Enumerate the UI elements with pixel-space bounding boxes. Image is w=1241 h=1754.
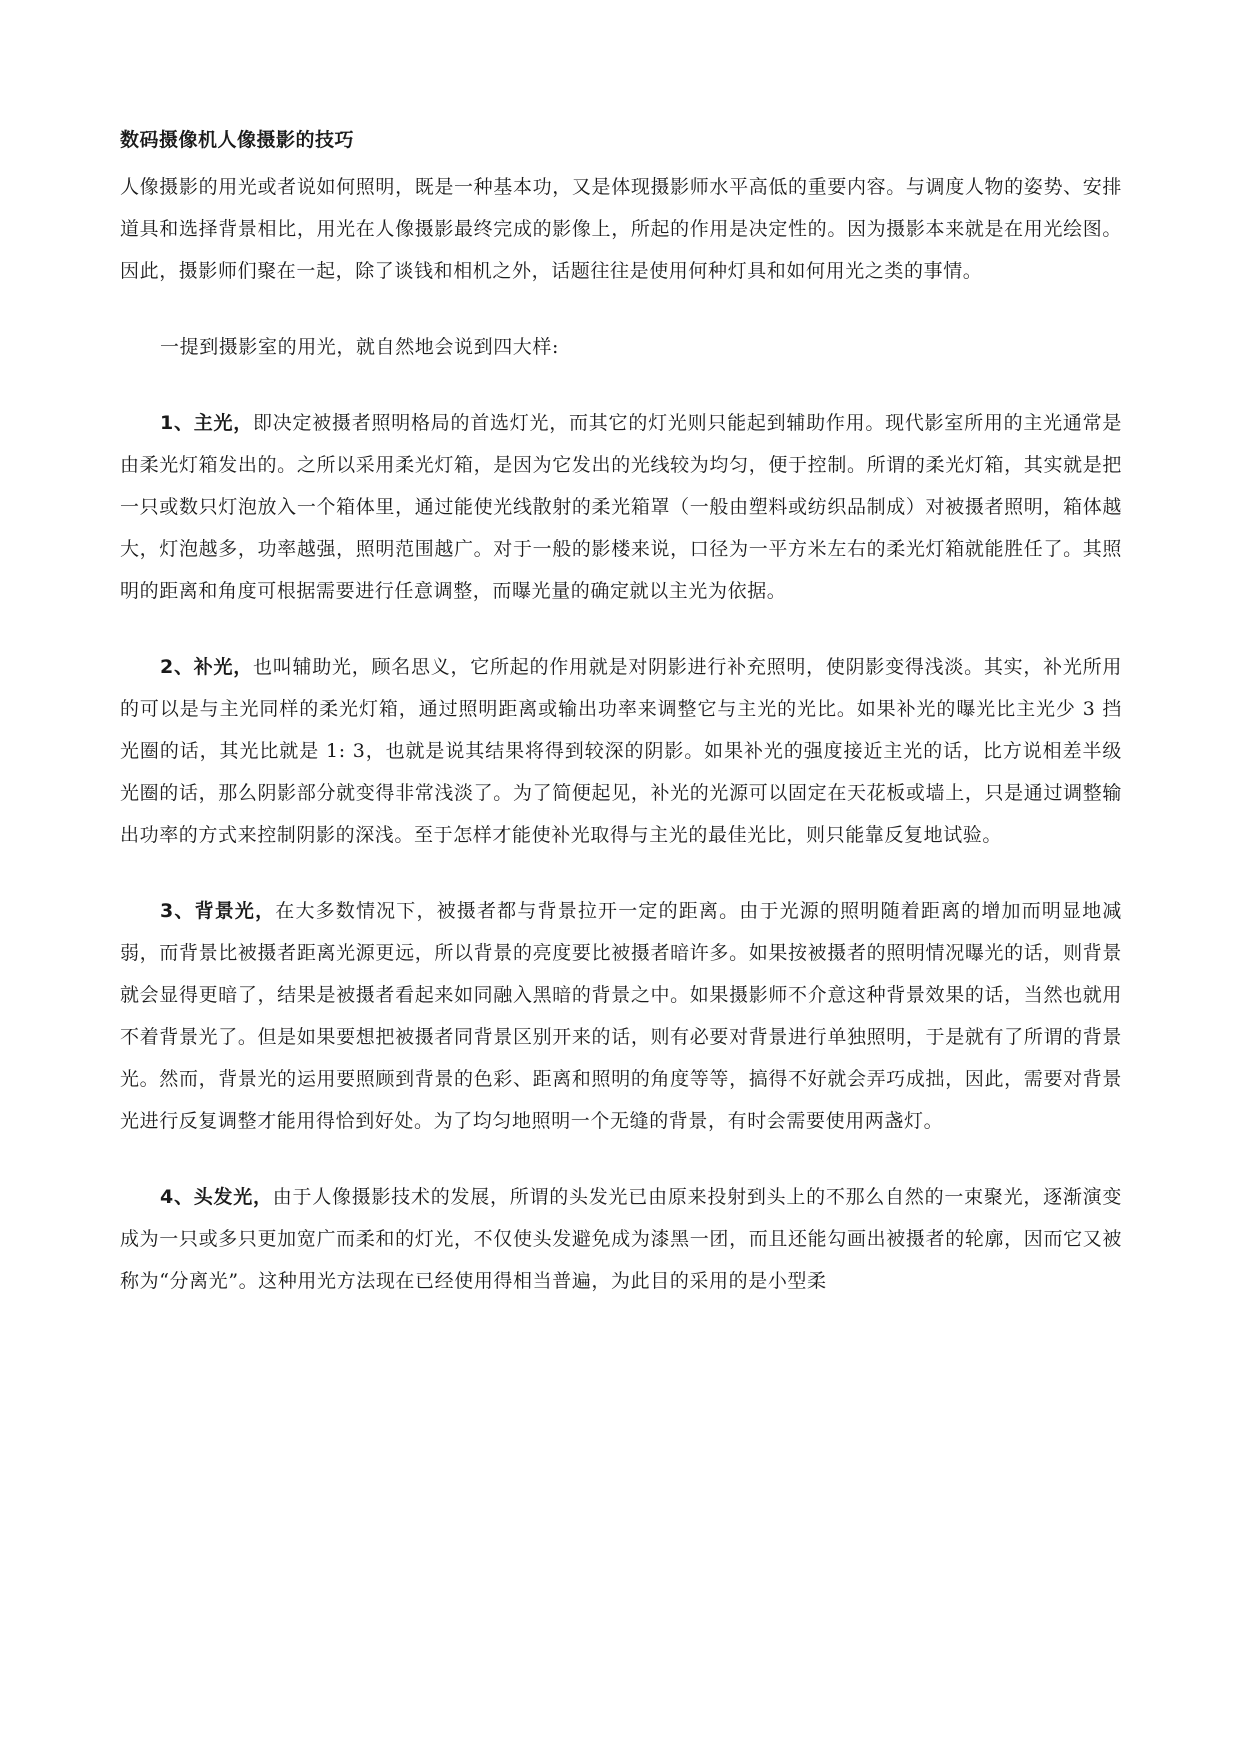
section-text: 也叫辅助光，顾名思义，它所起的作用就是对阴影进行补充照明，使阴影变得浅淡。其实，补光所用的可以是与主光同样的柔光灯箱，通过照明距离或输出功率来调整它与主光的光比。如果补光的曝光比主光少 3 挡光圈的话，其光比就是 1: 3，也就是说其结果将得到较深的阴影。如果补光的强度接近主光的话，比方说相差半级光圈的话，那么阴影部分就变得非常浅淡了。为了简便起见，补光的光源可以固定在天花板或墙上，只是通过调整输出功率的方式来控制阴影的深浅。至于怎样才能使补光取得与主光的最佳光比，则只能靠反复地试验。 — [120, 656, 1122, 846]
section-background-light — [120, 890, 1122, 1142]
section-hair-light — [120, 1176, 1122, 1302]
section-text: 由于人像摄影技术的发展，所谓的头发光已由原来投射到头上的不那么自然的一束聚光，逐渐演变成为一只或多只更加宽广而柔和的灯光，不仅使头发避免成为漆黑一团，而且还能勾画出被摄者的轮廓，因而它又被称为“分离光”。这种用光方法现在已经使用得相当普遍，为此目的采用的是小型柔 — [120, 1186, 1122, 1292]
section-paragraph — [120, 1176, 1122, 1302]
section-term: 3、背景光， — [160, 900, 276, 922]
section-term: 1、主光， — [160, 412, 253, 434]
section-term: 4、头发光， — [160, 1186, 273, 1208]
section-text: 即决定被摄者照明格局的首选灯光，而其它的灯光则只能起到辅助作用。现代影室所用的主光通常是由柔光灯箱发出的。之所以采用柔光灯箱，是因为它发出的光线较为均匀，便于控制。所谓的柔光灯箱，其实就是把一只或数只灯泡放入一个箱体里，通过能使光线散射的柔光箱罩（一般由塑料或纺织品制成）对被摄者照明，箱体越大，灯泡越多，功率越强，照明范围越广。对于一般的影楼来说，口径为一平方米左右的柔光灯箱就能胜任了。其照明的距离和角度可根据需要进行任意调整，而曝光量的确定就以主光为依据。 — [120, 412, 1122, 602]
section-term: 2、补光， — [160, 656, 253, 678]
lead-paragraph: 一提到摄影室的用光，就自然地会说到四大样: — [160, 336, 560, 358]
intro-paragraph: 人像摄影的用光或者说如何照明，既是一种基本功，又是体现摄影师水平高低的重要内容。与调度人物的姿势、安排道具和选择背景相比，用光在人像摄影最终完成的影像上，所起的作用是决定性的。因为摄影本来就是在用光绘图。因此，摄影师们聚在一起，除了谈钱和相机之外，话题往往是使用何种灯具和如何用光之类的事情。 — [120, 176, 1122, 282]
section-text: 在大多数情况下，被摄者都与背景拉开一定的距离。由于光源的照明随着距离的增加而明显地减弱，而背景比被摄者距离光源更远，所以背景的亮度要比被摄者暗许多。如果按被摄者的照明情况曝光的话，则背景就会显得更暗了，结果是被摄者看起来如同融入黑暗的背景之中。如果摄影师不介意这种背景效果的话，当然也就用不着背景光了。但是如果要想把被摄者同背景区别开来的话，则有必要对背景进行单独照明，于是就有了所谓的背景光。然而，背景光的运用要照顾到背景的色彩、距离和照明的角度等等，搞得不好就会弄巧成拙，因此，需要对背景光进行反复调整才能用得恰到好处。为了均匀地照明一个无缝的背景，有时会需要使用两盏灯。 — [120, 900, 1122, 1132]
document-title: 数码摄像机人像摄影的技巧 — [120, 129, 355, 151]
section-paragraph — [120, 402, 1122, 612]
section-paragraph — [120, 890, 1122, 1142]
section-paragraph — [120, 646, 1122, 856]
section-main-light — [120, 402, 1122, 612]
section-fill-light — [120, 646, 1122, 856]
document-page — [120, 128, 1122, 1336]
